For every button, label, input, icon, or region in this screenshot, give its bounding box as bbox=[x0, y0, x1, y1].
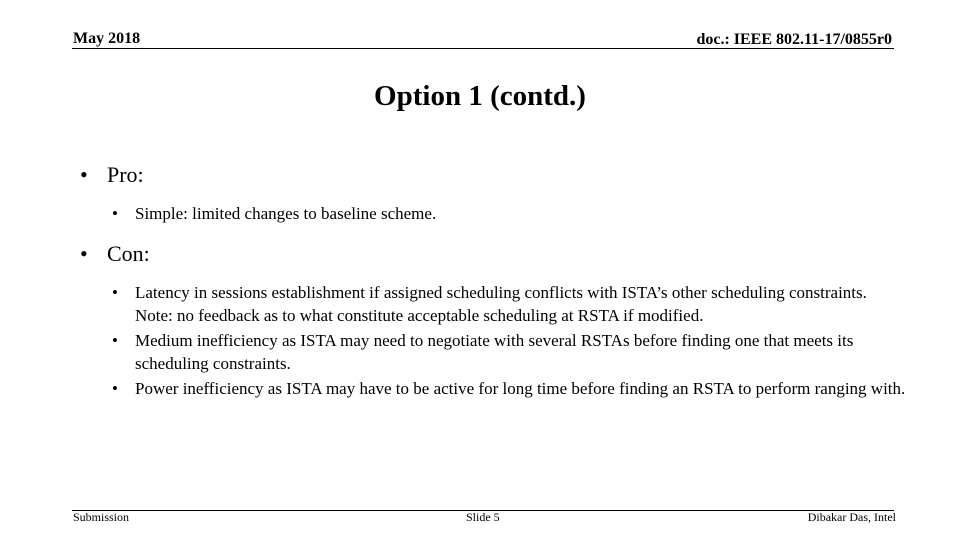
footer-slide-number: Slide 5 bbox=[466, 510, 500, 524]
con-item bbox=[76, 377, 906, 400]
pro-item bbox=[76, 202, 906, 225]
con-heading bbox=[76, 239, 906, 269]
con-item bbox=[76, 329, 906, 375]
bullet-icon: • bbox=[112, 379, 118, 398]
pro-label: Pro: bbox=[107, 162, 144, 187]
con-item-text: Power inefficiency as ISTA may have to be active for long time before finding an RSTA to perform ranging with. bbox=[135, 379, 906, 398]
bullet-icon: • bbox=[80, 162, 88, 187]
header-doc-id: doc.: IEEE 802.11-17/0855r0 bbox=[696, 31, 892, 48]
bullet-icon: • bbox=[80, 241, 88, 266]
con-label: Con: bbox=[107, 241, 150, 266]
footer-submission: Submission bbox=[73, 510, 130, 524]
bullet-icon: • bbox=[112, 331, 118, 350]
con-item-text: Medium inefficiency as ISTA may need to negotiate with several RSTAs before finding one that meets its scheduling constraints. bbox=[135, 331, 854, 373]
header-date: May 2018 bbox=[73, 30, 141, 47]
con-item-text: Latency in sessions establishment if assigned scheduling conflicts with ISTA’s other scheduling constraints. Note: no feedback as to what constitute acceptable scheduling at RSTA if modified. bbox=[135, 283, 867, 325]
pro-item-text: Simple: limited changes to baseline scheme. bbox=[135, 204, 437, 223]
slide-body bbox=[76, 160, 906, 400]
con-item bbox=[76, 281, 906, 327]
pro-heading bbox=[76, 160, 906, 190]
slide-title: Option 1 (contd.) bbox=[374, 80, 586, 112]
bullet-icon: • bbox=[112, 204, 118, 223]
footer-author: Dibakar Das, Intel bbox=[807, 510, 896, 524]
bullet-icon: • bbox=[112, 283, 118, 302]
header-divider bbox=[72, 48, 894, 49]
